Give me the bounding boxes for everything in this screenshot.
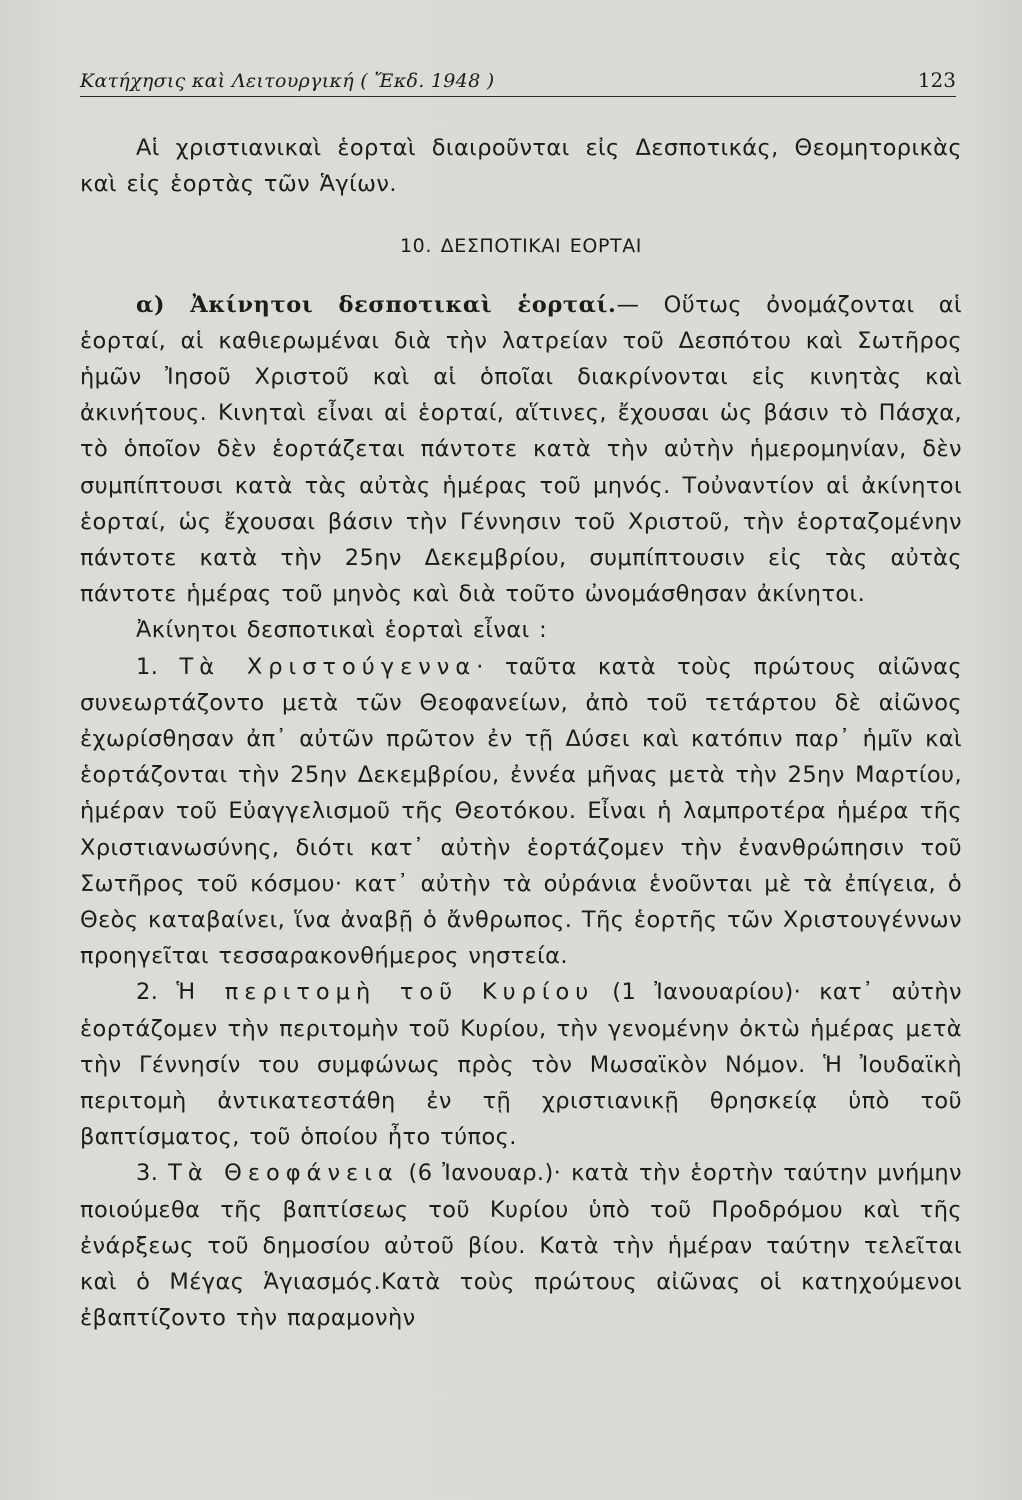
subsection-text: — Οὕτως ὀνομάζονται αἱ ἑορταί, αἱ καθιερωμέναι διὰ τὴν λατρείαν τοῦ Δεσπότου καὶ Σωτῆρος ἡμῶν Ἰησοῦ Χριστοῦ καὶ αἱ ὁποῖαι διακρίνονται εἰς κινητὰς καὶ ἀκινήτους. Κινηταὶ εἶναι αἱ ἑορταί, αἵτινες, ἔχουσαι ὡς βάσιν τὸ Πάσχα, τὸ ὁποῖον δὲν ἑορτάζεται πάντοτε κατὰ τὴν αὐτὴν ἡμερομηνίαν, δὲν συμπίπτουσι κατὰ τὰς αὐτὰς ἡμέρας τοῦ μηνός. Τοὐναντίον αἱ ἀκίνητοι ἑορταί, ὡς ἔχουσαι βάσιν τὴν Γέννησιν τοῦ Χριστοῦ, τὴν ἑορταζομένην πάντοτε κατὰ τὴν 25ην Δεκεμβρίου, συμπίπτουσιν εἰς τὰς αὐτὰς πάντοτε ἡμέρας τοῦ μηνὸς καὶ διὰ τοῦτο ὠνομάσθησαν ἀκίνητοι. <box>80 291 962 608</box>
running-head <box>80 66 956 97</box>
subsection-label: α) Ἀκίνητοι δεσποτικαὶ ἑορταί. <box>136 291 617 318</box>
page-body <box>80 130 962 1337</box>
item-title: Τὰ Θεοφάνεια <box>168 1160 399 1187</box>
list-item <box>80 1155 962 1336</box>
intro-paragraph: Αἱ χριστιανικαὶ ἑορταὶ διαιροῦνται εἰς Δεσποτικάς, Θεομητορικὰς καὶ εἰς ἑορτὰς τῶν Ἁγίων. <box>80 135 962 198</box>
subsection-paragraph <box>80 287 962 613</box>
page-number: 123 <box>917 68 956 92</box>
item-title: Τὰ Χριστούγεννα <box>179 653 477 680</box>
item-number: 1. <box>136 653 159 680</box>
running-title: Κατήχησις καὶ Λειτουργική ( Ἔκδ. 1948 ) <box>80 70 495 92</box>
list-item <box>80 649 962 975</box>
item-text: · ταῦτα κατὰ τοὺς πρώτους αἰῶνας συνεωρτάζοντο μετὰ τῶν Θεοφανείων, ἀπὸ τοῦ τετάρτου δὲ αἰῶνος ἐχωρίσθησαν ἀπ᾿ αὐτῶν πρῶτον ἐν τῇ Δύσει καὶ κατόπιν παρ᾿ ἡμῖν καὶ ἑορτάζονται τὴν 25ην Δεκεμβρίου, ἐννέα μῆνας μετὰ τὴν 25ην Μαρτίου, ἡμέραν τοῦ Εὐαγγελισμοῦ τῆς Θεοτόκου. Εἶναι ἡ λαμπροτέρα ἡμέρα τῆς Χριστιανωσύνης, διότι κατ᾿ αὐτὴν ἑορτάζομεν τὴν ἐνανθρώπησιν τοῦ Σωτῆρος τοῦ κόσμου· κατ᾿ αὐτὴν τὰ οὐράνια ἑνοῦνται μὲ τὰ ἐπίγεια, ὁ Θεὸς καταβαίνει, ἵνα ἀναβῇ ὁ ἄνθρωπος. Τῆς ἑορτῆς τῶν Χριστουγέννων προηγεῖται τεσσαρακονθήμερος νηστεία. <box>80 653 962 970</box>
list-intro: Ἀκίνητοι δεσποτικαὶ ἑορταὶ εἶναι : <box>136 617 548 644</box>
item-text: (1 Ἰανουαρίου)· κατ᾿ αὐτὴν ἑορτάζομεν τὴν περιτομὴν τοῦ Κυρίου, τὴν γενομένην ὀκτὼ ἡμέρας μετὰ τὴν Γέννησίν του συμφώνως πρὸς τὸν Μωσαϊκὸν Νόμον. Ἡ Ἰουδαϊκὴ περιτομὴ ἀντικατεστάθη ἐν τῇ χριστιανικῇ θρησκείᾳ ὑπὸ τοῦ βαπτίσματος, τοῦ ὁποίου ἦτο τύπος. <box>80 979 962 1151</box>
list-item <box>80 974 962 1155</box>
item-text: (6 Ἰανουαρ.)· κατὰ τὴν ἑορτὴν ταύτην μνήμην ποιούμεθα τῆς βαπτίσεως τοῦ Κυρίου ὑπὸ τοῦ Προδρόμου καὶ τῆς ἐνάρξεως τοῦ δημοσίου αὐτοῦ βίου. Κατὰ τὴν ἡμέραν ταύτην τελεῖται καὶ ὁ Μέγας Ἁγιασμός.Κατὰ τοὺς πρώτους αἰῶνας οἱ κατηχούμενοι ἐβαπτίζοντο τὴν παραμονὴν <box>80 1160 962 1332</box>
item-number: 3. <box>136 1160 159 1187</box>
item-number: 2. <box>136 979 159 1006</box>
item-title: Ἡ περιτομὴ τοῦ Κυρίου <box>176 979 595 1006</box>
section-heading: 10. ΔΕΣΠΟΤΙΚΑΙ ΕΟΡΤΑΙ <box>399 235 643 258</box>
